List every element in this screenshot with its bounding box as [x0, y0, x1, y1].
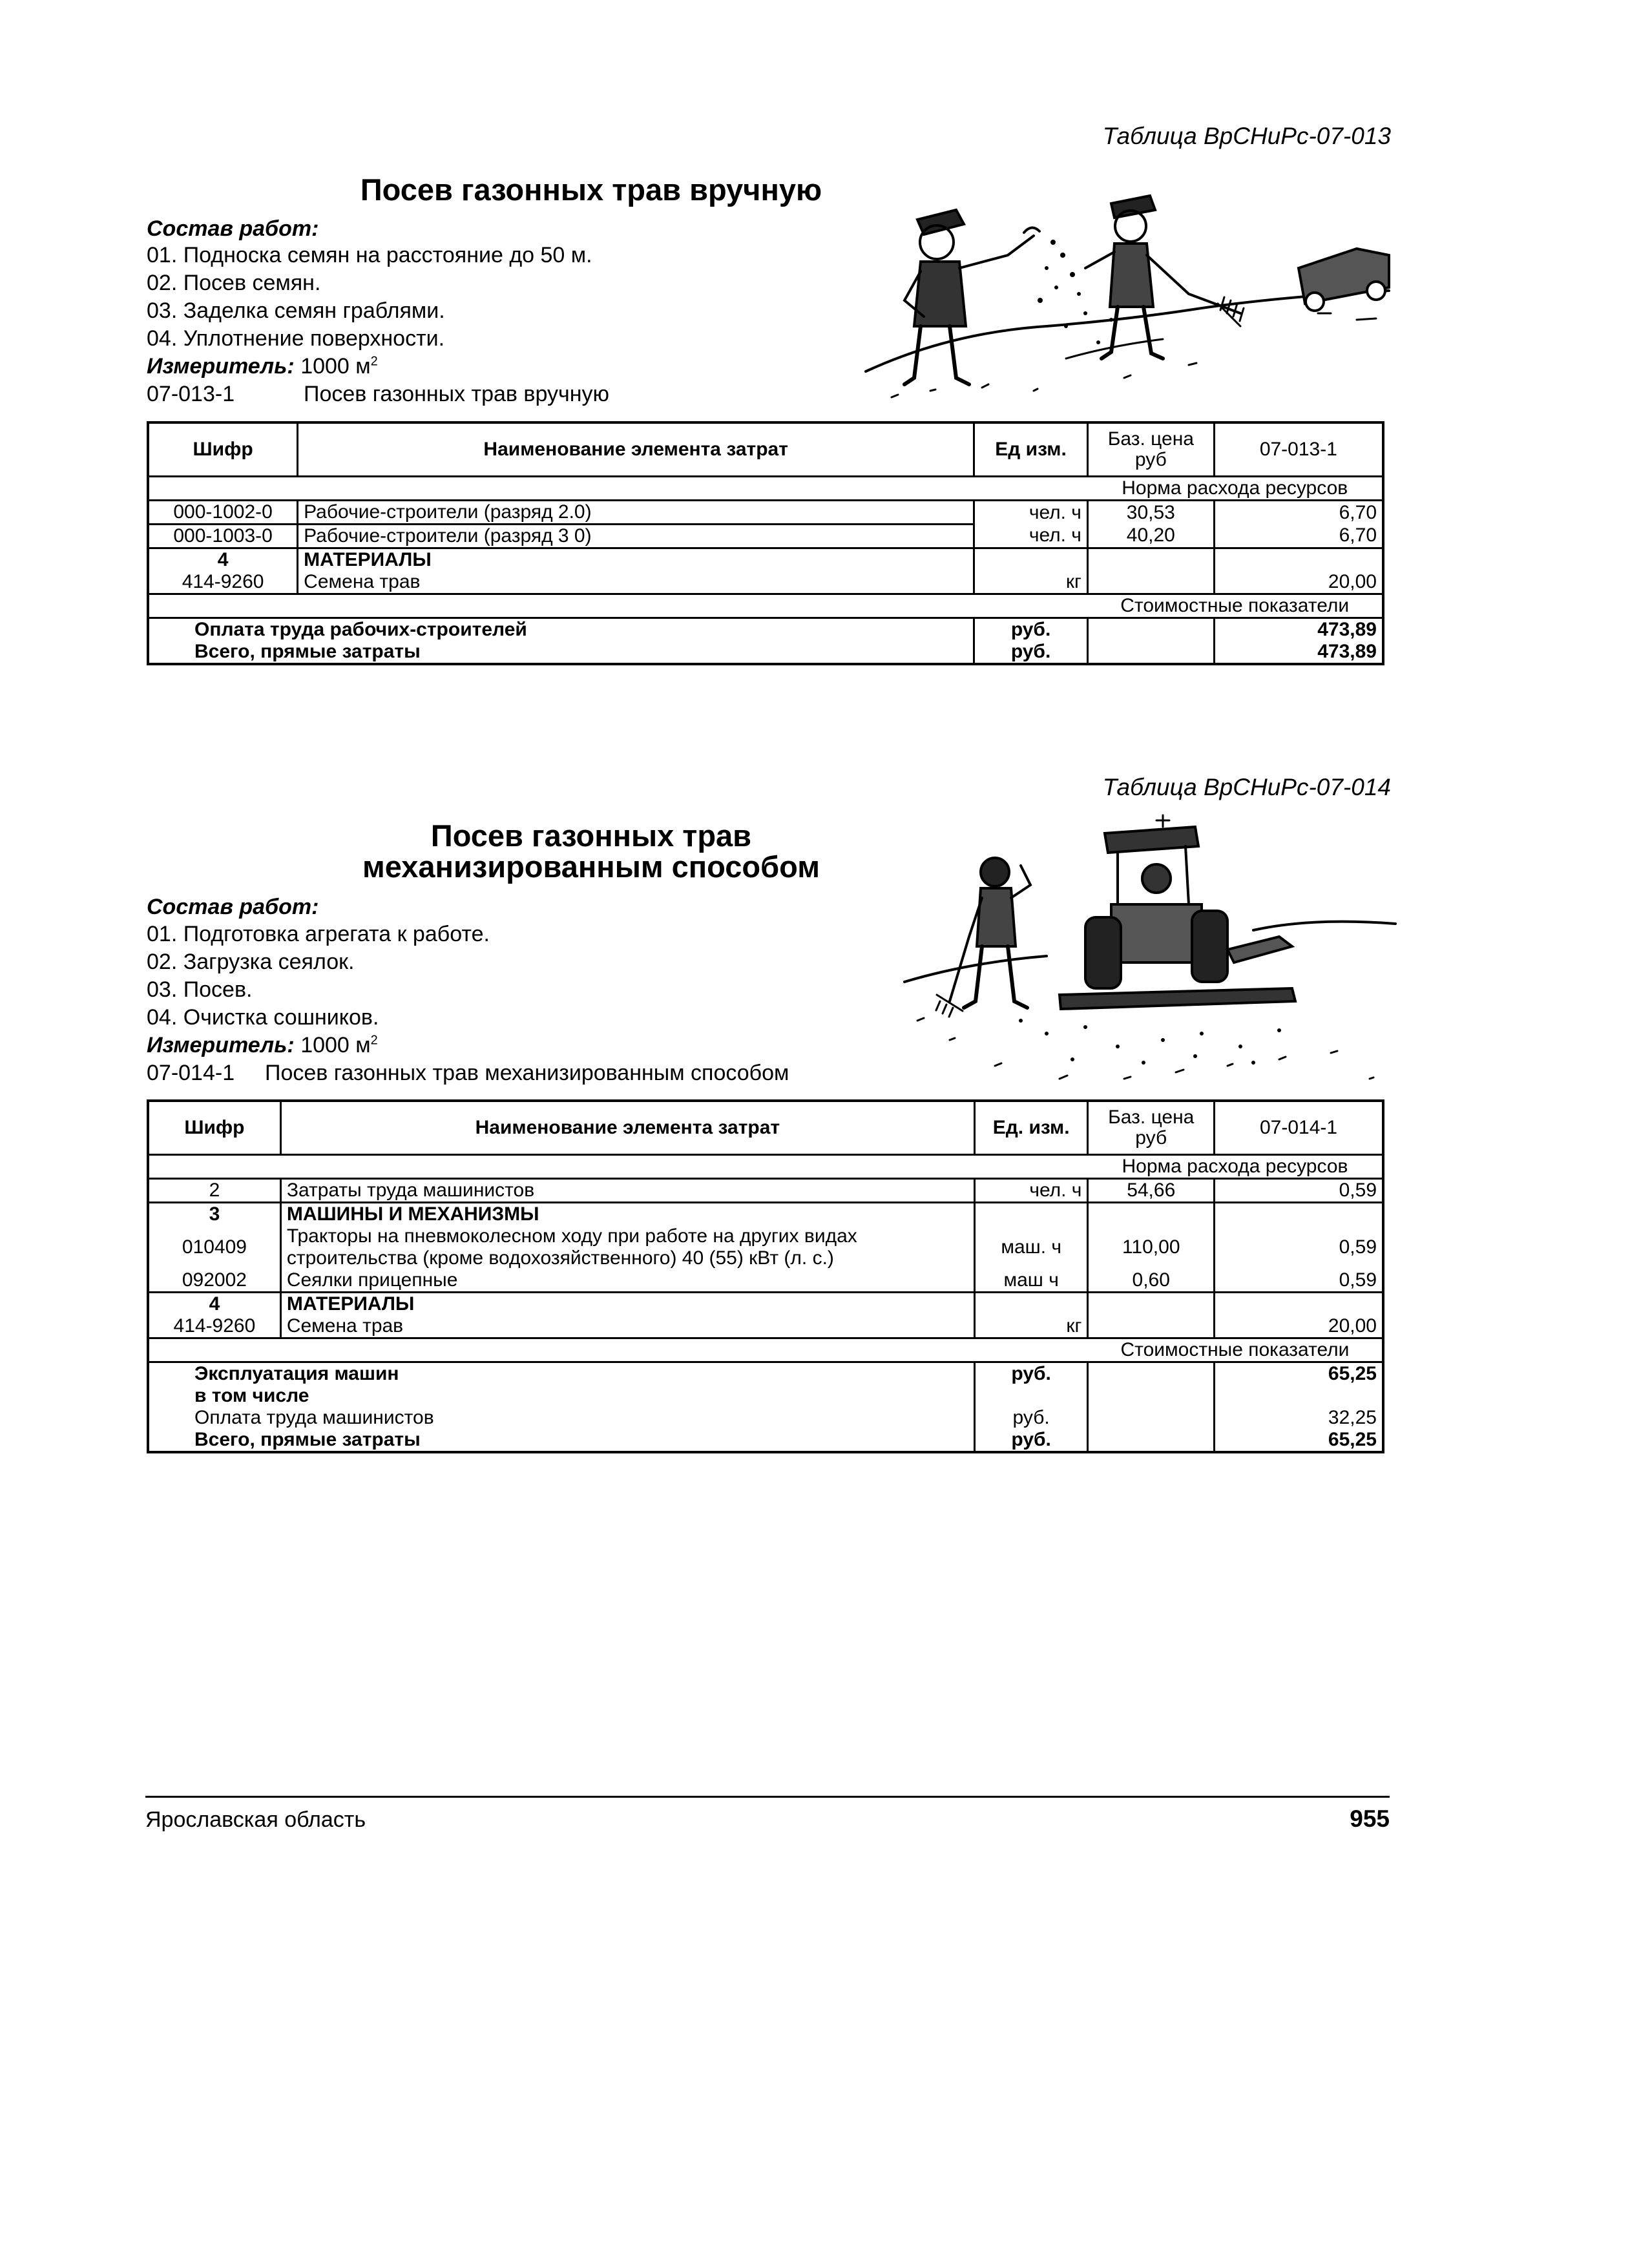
row-name-line: строительства (кроме водохозяйственного) 40 (55) кВт (л. с.) [286, 1247, 834, 1269]
table-row [148, 1269, 1383, 1293]
cost-unit: руб. [974, 1362, 1088, 1386]
code-line-code: 07-014-1 [147, 1061, 235, 1085]
cost-name: Всего, прямые затраты [194, 641, 421, 662]
tractor-seeding-illustration [892, 807, 1402, 1105]
measure-sup: 2 [370, 1033, 378, 1048]
work-item: 02. Посев семян. [147, 271, 321, 295]
table-row [148, 1179, 1383, 1203]
row-name: Рабочие-строители (разряд 2.0) [298, 501, 974, 525]
cost-band-row [148, 594, 1383, 618]
row-unit: чел. ч [974, 501, 1088, 525]
measure-sup: 2 [370, 354, 378, 369]
table-row [148, 548, 1383, 572]
norm-band: Норма расхода ресурсов [1087, 477, 1383, 501]
row-price: 0,60 [1088, 1269, 1215, 1293]
row-name: Семена трав [298, 571, 974, 594]
header-unit: Ед. изм. [974, 1101, 1088, 1155]
row-unit: маш ч [974, 1269, 1088, 1293]
cost-row [148, 1429, 1383, 1452]
header-code: Шифр [148, 422, 298, 477]
header-norm: 07-014-1 [1215, 1101, 1383, 1155]
table-row [148, 525, 1383, 548]
header-norm: 07-013-1 [1214, 422, 1383, 477]
cost-band: Стоимостные показатели [1087, 594, 1383, 618]
cost-value: 473,89 [1214, 641, 1383, 664]
cost-table [147, 421, 1384, 665]
cost-name: Оплата труда рабочих-строителей [194, 619, 527, 640]
cost-table [147, 1099, 1384, 1453]
measure-value: 1000 м [300, 1033, 371, 1057]
row-name: МАШИНЫ И МЕХАНИЗМЫ [280, 1203, 974, 1226]
cost-name: Оплата труда машинистов [194, 1407, 434, 1428]
work-item: 04. Очистка сошников. [147, 1005, 379, 1030]
row-value: 0,59 [1215, 1225, 1383, 1269]
work-composition-label: Состав работ: [147, 895, 319, 919]
work-item: 03. Посев. [147, 977, 253, 1002]
cost-row [148, 1385, 1383, 1407]
row-price: 30,53 [1087, 501, 1214, 525]
footer-rule [145, 1796, 1390, 1798]
header-price: Баз. цена руб [1088, 1101, 1215, 1155]
row-name: МАТЕРИАЛЫ [298, 548, 974, 572]
section-title: Посев газонных трав [430, 818, 752, 853]
cost-row [148, 641, 1383, 664]
row-value: 0,59 [1215, 1179, 1383, 1203]
row-value: 20,00 [1214, 571, 1383, 594]
work-item: 03. Заделка семян граблями. [147, 298, 445, 323]
row-value: 20,00 [1215, 1315, 1383, 1338]
row-value: 6,70 [1214, 501, 1383, 525]
row-unit: чел. ч [974, 1179, 1088, 1203]
measure-label: Измеритель: [147, 1033, 295, 1057]
cost-name: в том числе [194, 1385, 309, 1406]
row-name: Затраты труда машинистов [280, 1179, 974, 1203]
cost-value: 473,89 [1214, 618, 1383, 641]
row-price: 110,00 [1088, 1225, 1215, 1269]
table-row [148, 1225, 1383, 1269]
header-name: Наименование элемента затрат [280, 1101, 974, 1155]
code-line-name: Посев газонных трав механизированным способом [265, 1061, 789, 1085]
table-label: Таблица ВрСНиРс-07-014 [1102, 774, 1391, 800]
work-item: 01. Подготовка агрегата к работе. [147, 922, 490, 946]
cost-unit: руб. [974, 618, 1088, 641]
header-price: Баз. цена руб [1087, 422, 1214, 477]
table-row [148, 1203, 1383, 1226]
cost-value: 65,25 [1215, 1429, 1383, 1452]
table-label: Таблица ВрСНиРс-07-013 [1102, 123, 1391, 149]
measure-line [147, 1032, 378, 1059]
measure-line [147, 353, 378, 380]
row-price: 40,20 [1087, 525, 1214, 548]
row-unit: чел. ч [974, 525, 1088, 548]
hand-seeding-illustration [853, 165, 1402, 410]
work-item: 02. Загрузка сеялок. [147, 950, 355, 974]
row-name: Рабочие-строители (разряд 3 0) [298, 525, 974, 548]
cost-unit: руб. [974, 1429, 1088, 1452]
cost-value: 32,25 [1215, 1407, 1383, 1429]
table-row [148, 501, 1383, 525]
norm-band-row [148, 477, 1383, 501]
page-number: 955 [1350, 1805, 1390, 1832]
norm-band: Норма расхода ресурсов [1088, 1155, 1383, 1179]
work-item: 04. Уплотнение поверхности. [147, 326, 445, 351]
cost-band-row [148, 1338, 1383, 1362]
cost-row [148, 1362, 1383, 1386]
row-unit: кг [974, 1315, 1088, 1338]
row-code: 4 [209, 1293, 220, 1315]
measure-label: Измеритель: [147, 354, 295, 379]
header-unit: Ед изм. [974, 422, 1088, 477]
row-name-line: Тракторы на пневмоколесном ходу при работе на других видах [286, 1225, 857, 1247]
row-value: 0,59 [1215, 1269, 1383, 1293]
cost-value: 65,25 [1215, 1362, 1383, 1386]
table-header-row [148, 422, 1383, 477]
row-name: Сеялки прицепные [280, 1269, 974, 1293]
row-code: 414-9260 [148, 1315, 280, 1338]
row-code: 000-1003-0 [148, 525, 298, 548]
code-line-code: 07-013-1 [147, 382, 235, 406]
norm-band-row [148, 1155, 1383, 1179]
row-name [280, 1225, 974, 1269]
row-name: МАТЕРИАЛЫ [280, 1293, 974, 1316]
table-row [148, 1315, 1383, 1338]
cost-row [148, 1407, 1383, 1429]
header-code: Шифр [148, 1101, 280, 1155]
row-name: Семена трав [280, 1315, 974, 1338]
table-row [148, 571, 1383, 594]
row-price: 54,66 [1088, 1179, 1215, 1203]
row-unit: кг [974, 571, 1088, 594]
table-row [148, 1293, 1383, 1316]
row-code: 414-9260 [148, 571, 298, 594]
row-unit: маш. ч [974, 1225, 1088, 1269]
cost-name: Всего, прямые затраты [194, 1429, 421, 1450]
row-code: 3 [209, 1203, 220, 1225]
cost-unit: руб. [974, 1407, 1088, 1429]
work-item: 01. Подноска семян на расстояние до 50 м. [147, 243, 592, 267]
row-value: 6,70 [1214, 525, 1383, 548]
code-line-name: Посев газонных трав вручную [304, 382, 609, 406]
header-name: Наименование элемента затрат [298, 422, 974, 477]
footer-region: Ярославская область [145, 1807, 366, 1832]
row-code: 2 [148, 1179, 280, 1203]
section-title: механизированным способом [362, 849, 820, 884]
measure-value: 1000 м [300, 354, 371, 379]
cost-row [148, 618, 1383, 641]
table-header-row [148, 1101, 1383, 1155]
row-code: 092002 [148, 1269, 280, 1293]
row-code: 010409 [182, 1236, 247, 1258]
cost-name: Эксплуатация машин [194, 1363, 399, 1384]
row-code: 000-1002-0 [148, 501, 298, 525]
section-title: Посев газонных трав вручную [360, 172, 822, 207]
work-composition-label: Состав работ: [147, 216, 319, 241]
row-code: 4 [217, 549, 229, 570]
cost-unit: руб. [974, 641, 1088, 664]
cost-band: Стоимостные показатели [1088, 1338, 1383, 1362]
